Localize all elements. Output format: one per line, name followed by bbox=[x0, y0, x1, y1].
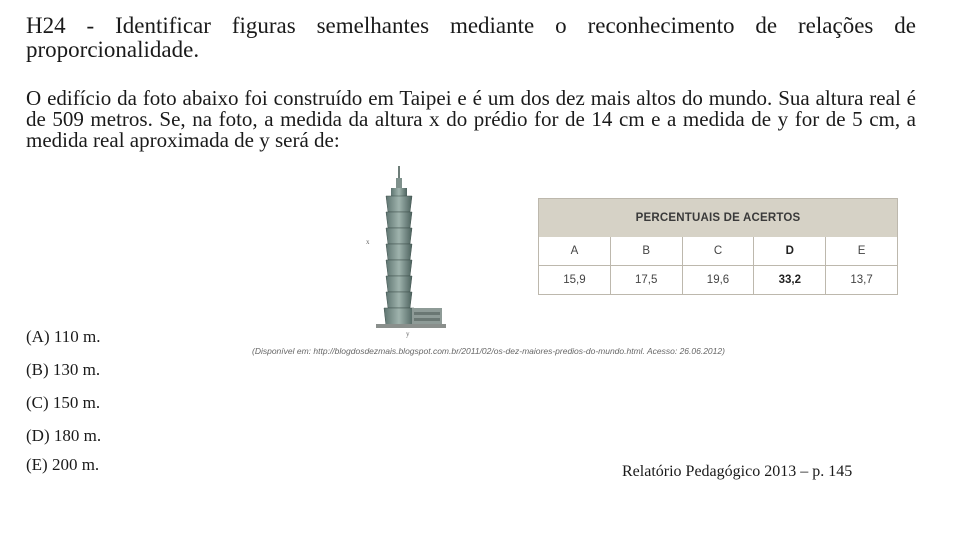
header-cell: B bbox=[611, 237, 683, 265]
header-cell: C bbox=[683, 237, 755, 265]
taipei-101-photo bbox=[352, 158, 464, 340]
header-cell: E bbox=[857, 245, 866, 257]
option-d[interactable]: (D) 180 m. bbox=[26, 426, 102, 445]
option-b[interactable]: (B) 130 m. bbox=[26, 360, 101, 379]
header-cell: A bbox=[539, 237, 611, 265]
x-label: x bbox=[366, 238, 370, 246]
option-a[interactable]: (A) 110 m. bbox=[26, 327, 101, 346]
question-text: O edifício da foto abaixo foi construído em Taipei e é um dos dez mais altos do mundo. Sua altura real é de 509 metros. Se, na foto, a medida da altura x do prédio for de 14 cm e a medida de y for de 5 cm, a medida real aproximada de y será de: bbox=[26, 86, 916, 152]
results-value-row bbox=[539, 265, 897, 294]
value-cell: 13,7 bbox=[850, 274, 873, 286]
footer-reference: Relatório Pedagógico 2013 – p. 145 bbox=[622, 463, 853, 480]
value-cell: 19,6 bbox=[683, 266, 755, 294]
results-header-row bbox=[539, 237, 897, 265]
results-title: PERCENTUAIS DE ACERTOS bbox=[539, 199, 897, 237]
option-e[interactable]: (E) 200 m. bbox=[26, 455, 100, 474]
option-c[interactable]: (C) 150 m. bbox=[26, 393, 101, 412]
page-title: H24 - Identificar figuras semelhantes mediante o reconhecimento de relações de proporcionalidade. bbox=[26, 13, 916, 62]
value-cell: 15,9 bbox=[539, 266, 611, 294]
value-cell: 17,5 bbox=[611, 266, 683, 294]
value-cell-correct: 33,2 bbox=[754, 266, 826, 294]
y-label: y bbox=[406, 330, 410, 338]
figure-caption: (Disponível em: http://blogdosdezmais.blogspot.com.br/2011/02/os-dez-maiores-predios-do-mundo.html. Acesso: 26.06.2012) bbox=[252, 346, 725, 356]
header-cell-correct: D bbox=[754, 237, 826, 265]
results-table bbox=[538, 198, 898, 295]
